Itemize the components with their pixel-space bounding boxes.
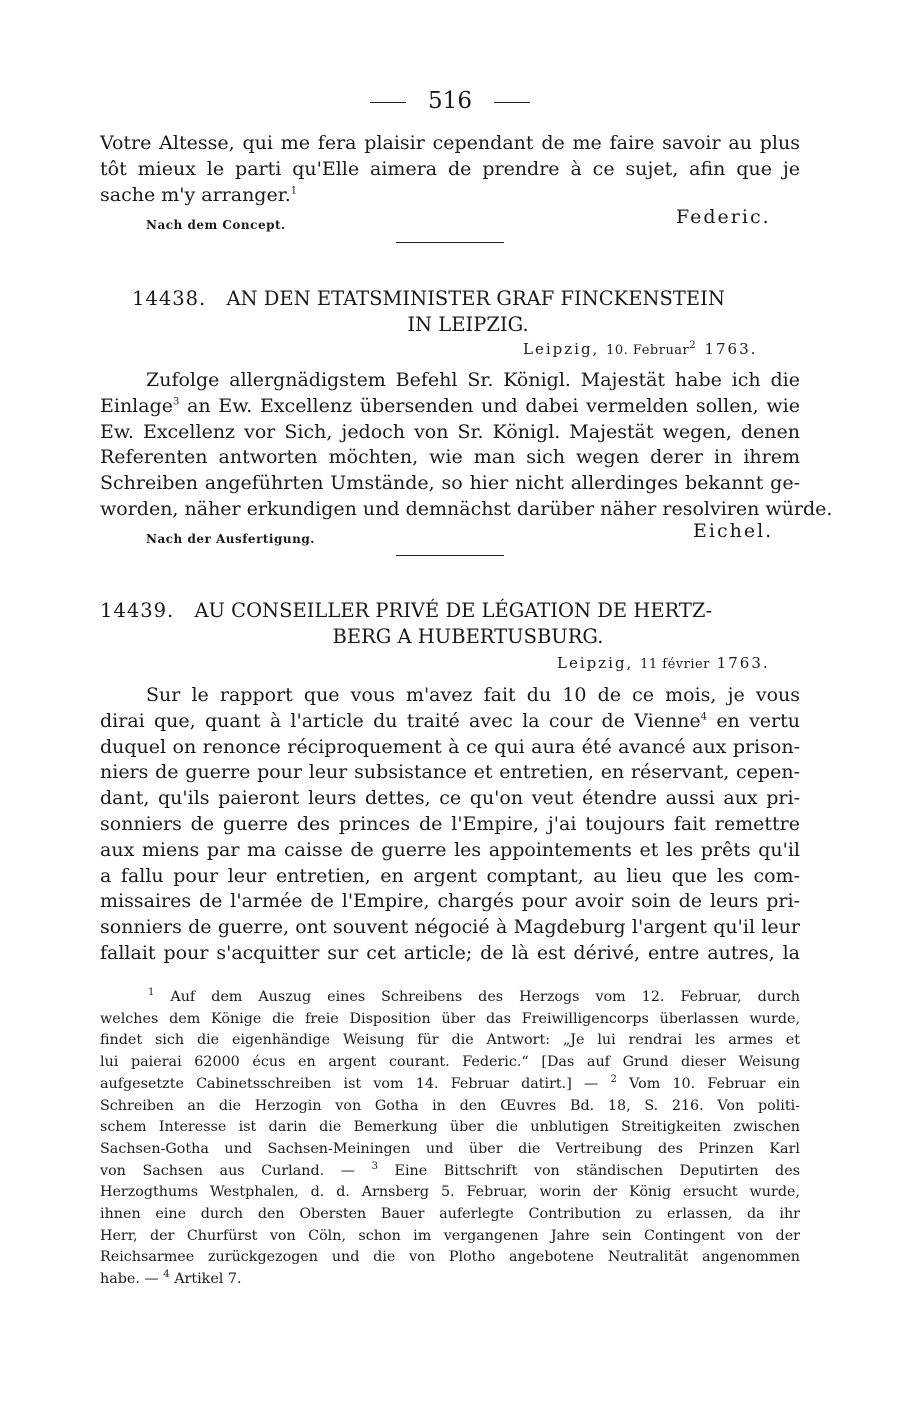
letter-paragraph [100,683,800,967]
footnote-text: von Sachsen aus Curland. — [100,1162,372,1179]
text-line: sonniers de guerre, ont souvent négocié à Magdeburg l'argent qu'il leur [100,916,800,939]
heading-line [100,598,800,624]
footnote-text: Auf dem Auszug eines Schreibens des Herzogs vom 12. Februar, durch [170,989,800,1005]
footnote-text: Artikel 7. [169,1271,242,1288]
footnote-mark: 2 [610,1074,617,1086]
footnote-line: findet sich die eigenhändige Weisung für die Antwort: „Je lui rendrai les armes et [100,1032,800,1049]
source-note: Nach dem Concept. [146,218,286,232]
text-line: Schreiben angeführten Umstände, so hier nicht allerdinges bekannt ge- [100,472,800,495]
text-line-content: Zufolge allergnädigstem Befehl Sr. Königl. Majestät habe ich die [146,369,800,391]
date-year: 1763. [716,654,770,672]
text-line-content: an Ew. Excellenz übersenden und dabei vermelden sollen, wie [179,394,800,417]
date-day: 10. Februar [606,343,690,358]
continuation-paragraph [100,131,800,208]
text-line: a fallu pour leur entretien, en argent comptant, au lieu que les com- [100,864,800,887]
footnote-text: Eine Bittschrift von ständischen Deputirten des [377,1162,800,1179]
text-line [100,394,800,420]
signature: Eichel. [693,520,774,542]
letter-title: AN DEN ETATSMINISTER GRAF FINCKENSTEIN [226,287,725,310]
date-place: Leipzig, [557,654,634,672]
text-line: missaires de l'armée de l'Empire, chargés pour avoir soin de leurs pri- [100,890,800,913]
footnote-line: welches dem Könige die freie Disposition über das Freiwilligencorps überlassen wurde, [100,1010,800,1027]
footnote-ref: 4 [700,711,708,723]
letter-heading [100,598,800,650]
footnote-line: Herzogthums Westphalen, d. d. Arnsberg 5. Februar, worin der König ersucht wurde, [100,1184,800,1201]
footnote-line [100,987,800,1009]
heading-line [100,286,800,312]
footnote-line [100,1161,800,1183]
date-year: 1763. [704,340,758,358]
letter-title: AU CONSEILLER PRIVÉ DE LÉGATION DE HERTZ- [194,599,713,622]
text-line: aux miens par ma caisse de guerre les appointements et les prêts qu'il [100,838,800,861]
text-line [100,709,800,735]
footnote-ref: 1 [290,185,298,197]
footnote-text: Vom 10. Februar ein [616,1075,800,1092]
footnote-ref: 3 [173,396,180,408]
text-line: tôt mieux le parti qu'Elle aimera de prendre à ce sujet, afin que je [100,157,800,180]
text-line-content: sache m'y arranger. [100,183,291,206]
footnote-line: Sachsen-Gotha und Sachsen-Meiningen und über die Vertreibung des Prinzen Karl [100,1140,800,1157]
footnote-text: habe. — [100,1271,164,1288]
text-line: worden, näher erkundigen und demnächst darüber näher resolviren würde. [100,497,833,520]
footnote-line: lui paierai 62000 écus en argent courant. Federic.“ [Das auf Grund dieser Weisung [100,1054,800,1071]
footnotes [100,987,800,1291]
letter-number: 14439. [100,599,175,622]
footnote-line [100,1074,800,1096]
text-line: dant, qu'ils paieront leurs dettes, ce qu'on veut étendre aussi aux pri- [100,787,800,810]
footnote-ref: 2 [689,340,698,351]
date-day: 11 février [640,657,710,672]
text-line-content: dirai que, quant à l'article du traité avec la cour de Vienne [100,709,701,732]
footnote-line: Reichsarmee zurückgezogen und die von Plotho angebotene Neutralität angenommen [100,1249,800,1266]
page-number-dash-left [370,102,406,103]
text-line: niers de guerre pour leur subsistance et entretien, en réservant, cepen- [100,761,800,784]
letter-title-cont: IN LEIPZIG. [407,313,529,336]
footnote-mark: 3 [371,1160,378,1172]
section-divider [396,555,504,556]
footnote-line: schem Interesse ist darin die Bemerkung über die unblutigen Streitigkeiten zwischen [100,1119,800,1136]
text-line-content: Einlage [100,394,173,417]
signature: Federic. [676,206,771,228]
text-line: duquel on renonce réciproquement à ce qui aura été avancé aux prison- [100,735,800,758]
date-place: Leipzig, [523,340,600,358]
text-line: fallait pour s'acquitter sur cet article; de là est dérivé, entre autres, la [100,941,800,964]
footnote-line: ihnen eine durch den Obersten Bauer auferlegte Contribution zu erlassen, da ihr [100,1206,800,1223]
letter-number: 14438. [132,287,207,310]
text-line: sonniers de guerre des princes de l'Empire, j'ai toujours fait remettre [100,812,800,835]
letter-paragraph [100,367,833,523]
letter-heading [100,286,800,338]
footnote-mark: 4 [163,1269,170,1281]
footnote-text: aufgesetzte Cabinetsschreiben ist vom 14. Februar datirt.] — [100,1075,611,1092]
section-divider [396,242,504,243]
footnote-line [100,1269,800,1291]
footnote-line: Schreiben an die Herzogin von Gotha in den Œuvres Bd. 18, S. 216. Von politi- [100,1097,800,1114]
page-number-row [0,88,900,114]
page-number: 516 [428,88,472,114]
dateline [557,654,770,672]
footnote-mark: 1 [148,987,155,999]
text-line-content: en vertu [707,709,800,732]
text-line: Ew. Excellenz vor Sich, jedoch von Sr. Königl. Majestät wegen, denen [100,420,800,443]
text-line: Votre Altesse, qui me fera plaisir cependant de me faire savoir au plus [100,132,800,154]
text-line: Sur le rapport que vous m'avez fait du 10 de ce mois, je vous [146,684,800,706]
letter-title-cont: BERG A HUBERTUSBURG. [332,625,604,648]
text-line: Referenten antworten möchten, wie man sich wegen derer in ihrem [100,446,800,469]
dateline [523,340,757,358]
text-line [100,183,800,209]
text-line [100,367,800,394]
footnote-line: Herr, der Churfürst von Cöln, schon im vergangenen Jahre sein Contingent von der [100,1227,800,1244]
source-note: Nach der Ausfertigung. [146,532,315,546]
page-number-dash-right [494,102,530,103]
